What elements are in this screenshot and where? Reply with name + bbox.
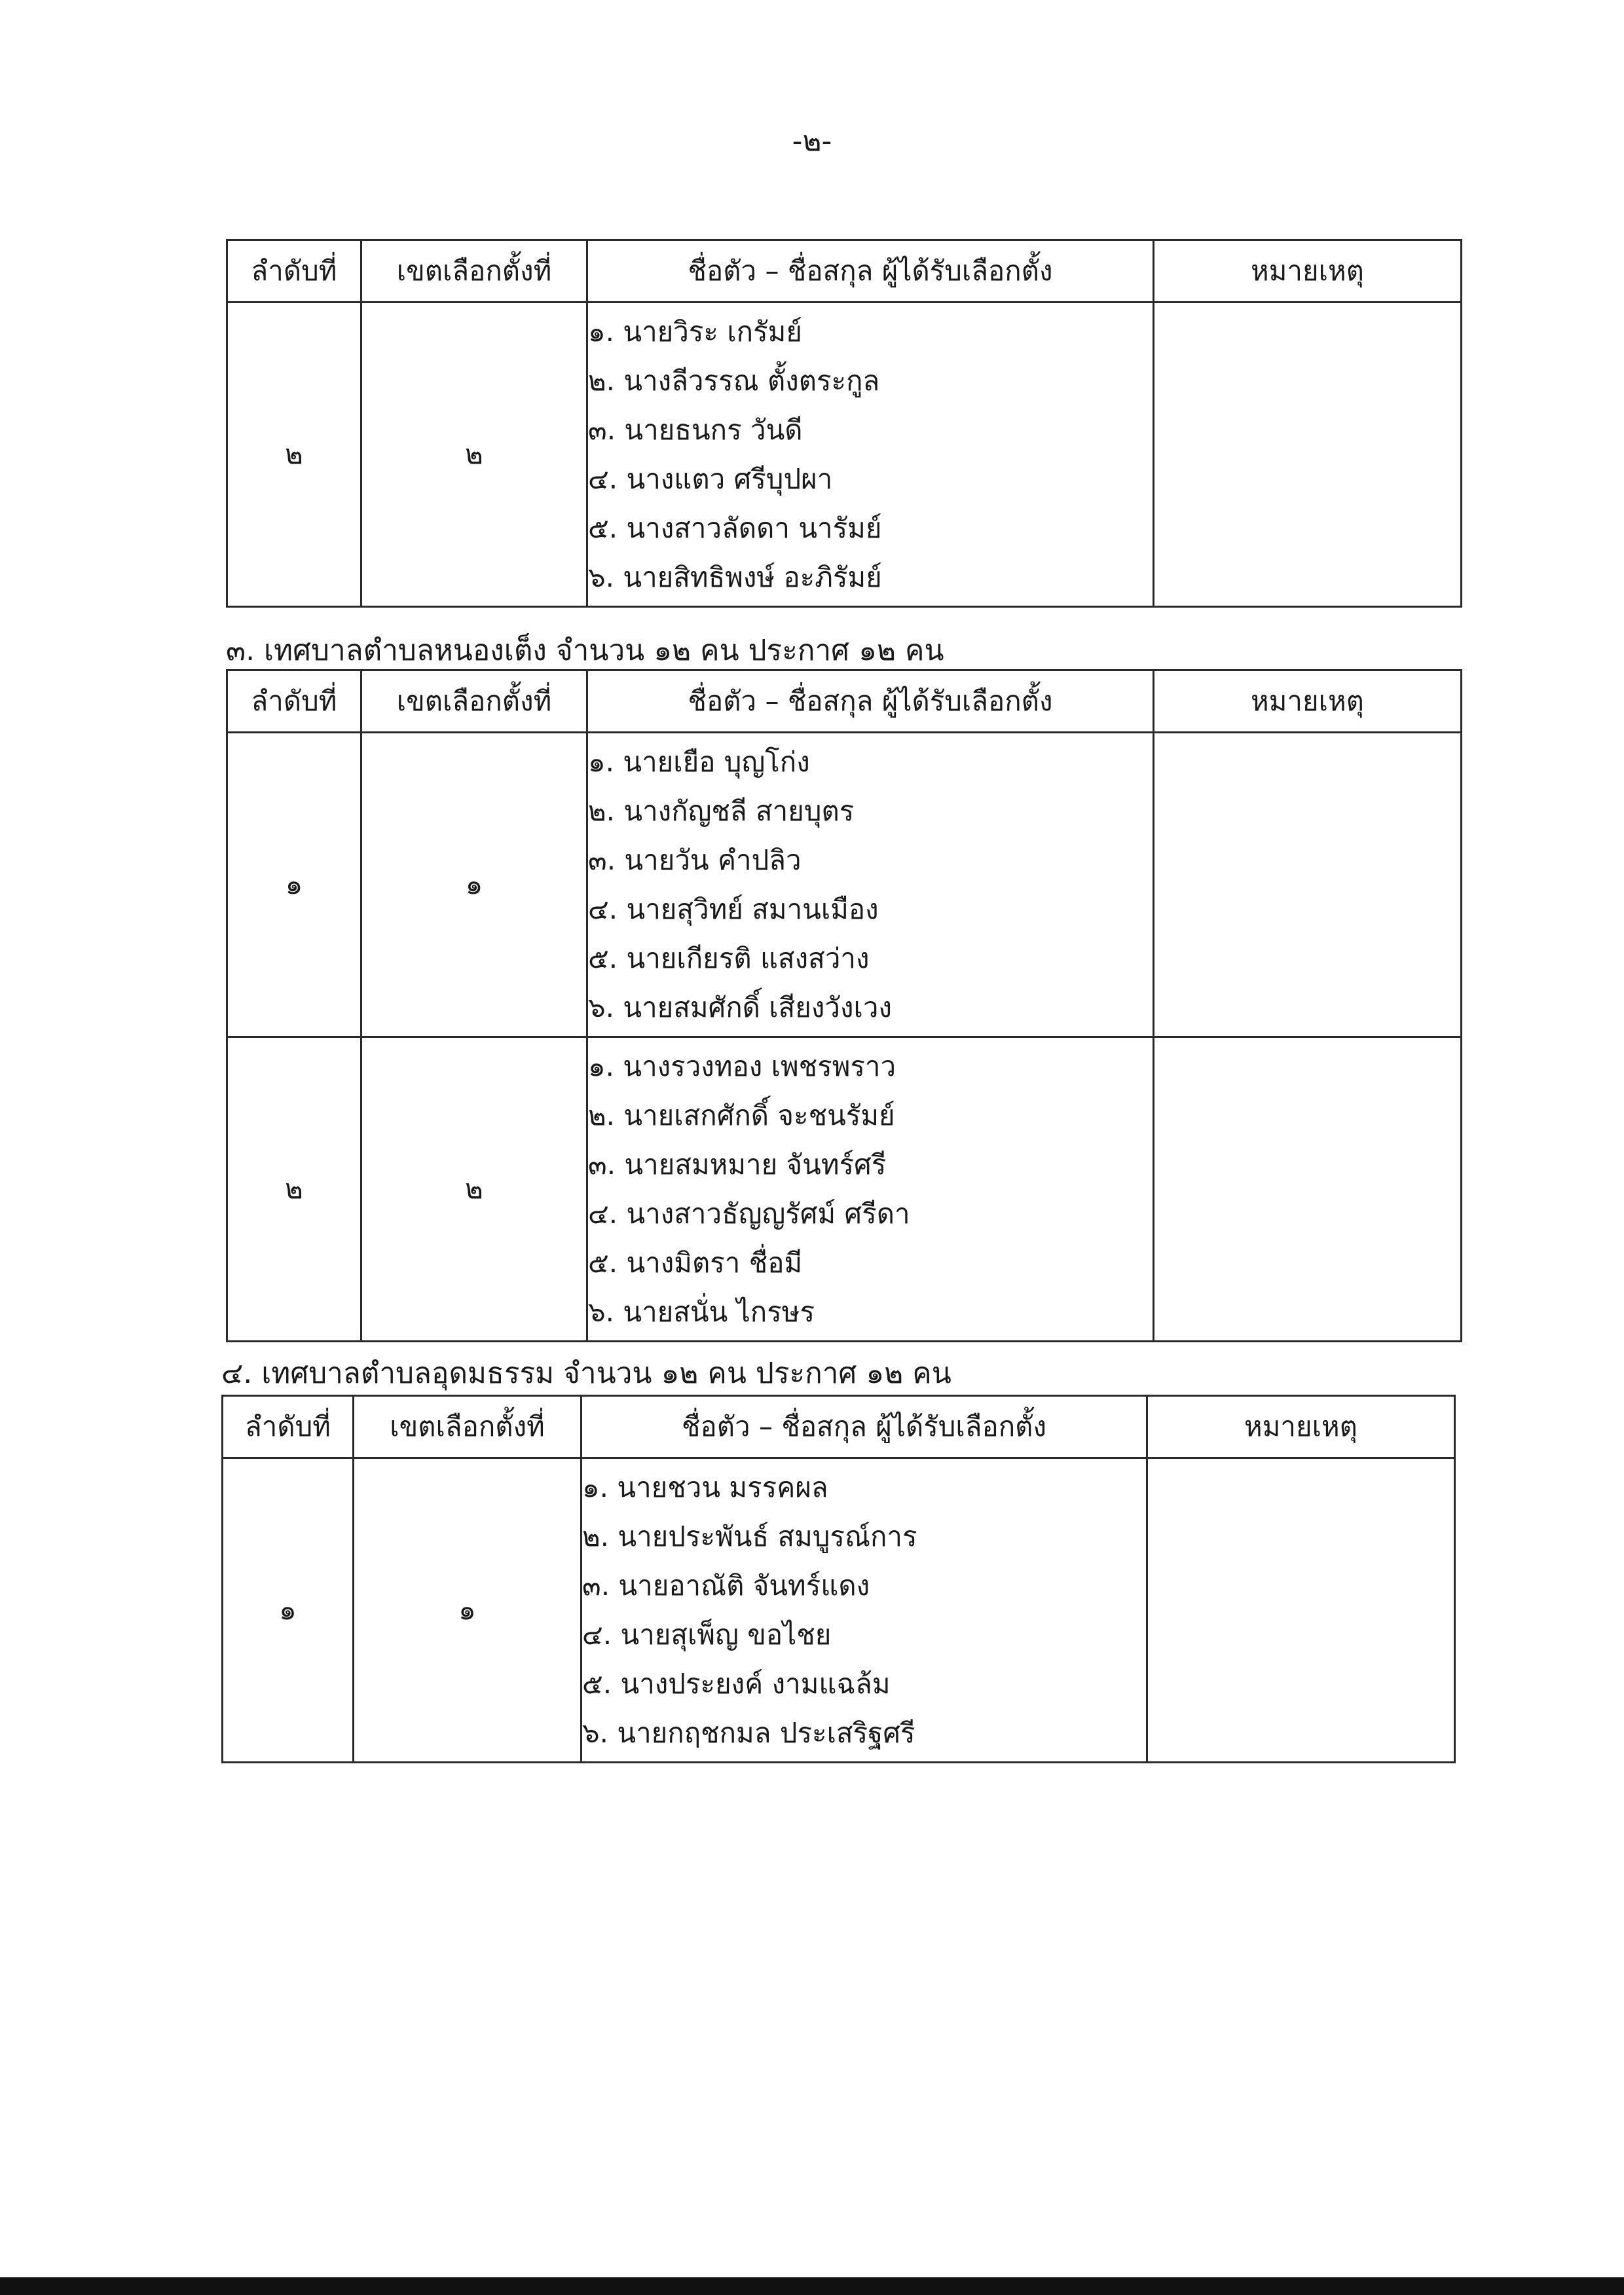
remark-cell	[1154, 1037, 1462, 1342]
elected-name: ๓. นายวัน คำปลิว	[588, 844, 802, 876]
header-remark: หมายเหตุ	[1154, 240, 1462, 303]
section-title-3: ๓. เทศบาลตำบลหนองเต็ง จำนวน ๑๒ คน ประกาศ ๑๒ คน	[226, 634, 944, 667]
remark-cell	[1147, 1458, 1455, 1763]
elected-name: ๔. นางสาวธัญญรัศม์ ศรีดา	[588, 1198, 910, 1230]
names-cell	[587, 1037, 1154, 1342]
results-table-1	[226, 239, 1462, 608]
elected-name: ๑. นายชวน มรรคผล	[582, 1471, 828, 1503]
order-cell: ๑	[227, 733, 361, 1037]
elected-name: ๒. นายประพันธ์ สมบูรณ์การ	[582, 1520, 917, 1552]
header-name: ชื่อตัว – ชื่อสกุล ผู้ได้รับเลือกตั้ง	[587, 240, 1154, 303]
table-row	[227, 733, 1462, 1037]
header-remark: หมายเหตุ	[1154, 670, 1462, 733]
table-header-row	[227, 670, 1462, 733]
elected-name: ๖. นายสนั่น ไกรษร	[588, 1296, 815, 1328]
header-name: ชื่อตัว – ชื่อสกุล ผู้ได้รับเลือกตั้ง	[587, 670, 1154, 733]
order-cell: ๒	[227, 303, 361, 607]
district-cell: ๑	[361, 733, 587, 1037]
elected-name: ๑. นางรวงทอง เพชรพราว	[588, 1050, 896, 1082]
district-cell: ๒	[361, 303, 587, 607]
header-remark: หมายเหตุ	[1147, 1396, 1455, 1458]
order-cell: ๑	[223, 1458, 354, 1763]
elected-name: ๕. นางมิตรา ชื่อมี	[588, 1247, 803, 1279]
elected-name: ๕. นายเกียรติ แสงสว่าง	[588, 942, 870, 974]
header-order: ลำดับที่	[223, 1396, 354, 1458]
elected-name: ๒. นายเสกศักดิ์ จะชนรัมย์	[588, 1099, 895, 1131]
table-row	[223, 1458, 1455, 1763]
elected-name: ๒. นางกัญชลี สายบุตร	[588, 795, 855, 827]
results-table-3	[221, 1395, 1456, 1763]
names-cell	[587, 303, 1154, 607]
table-header-row	[223, 1396, 1455, 1458]
table-row	[227, 1037, 1462, 1342]
elected-name: ๔. นางแตว ศรีบุปผา	[588, 463, 833, 495]
elected-name: ๓. นายอาณัติ จันทร์แดง	[582, 1570, 870, 1602]
elected-name: ๖. นายสมศักดิ์ เสียงวังเวง	[588, 991, 892, 1023]
elected-name: ๖. นายสิทธิพงษ์ อะภิรัมย์	[588, 561, 882, 593]
elected-name: ๓. นายธนกร วันดี	[588, 414, 803, 446]
elected-name: ๖. นายกฤชกมล ประเสริฐศรี	[582, 1717, 915, 1749]
elected-name: ๒. นางลีวรรณ ตั้งตระกูล	[588, 365, 880, 397]
names-cell	[581, 1458, 1147, 1763]
header-name: ชื่อตัว – ชื่อสกุล ผู้ได้รับเลือกตั้ง	[581, 1396, 1147, 1458]
elected-name: ๓. นายสมหมาย จันทร์ศรี	[588, 1148, 887, 1181]
order-cell: ๒	[227, 1037, 361, 1342]
table-row	[227, 303, 1462, 607]
header-order: ลำดับที่	[227, 240, 361, 303]
elected-name: ๕. นางประยงค์ งามแฉล้ม	[582, 1668, 891, 1700]
district-cell: ๑	[354, 1458, 581, 1763]
header-district: เขตเลือกตั้งที่	[354, 1396, 581, 1458]
elected-name: ๑. นายวิระ เกรัมย์	[588, 316, 802, 348]
elected-name: ๔. นายสุวิทย์ สมานเมือง	[588, 893, 879, 925]
table-header-row	[227, 240, 1462, 303]
header-district: เขตเลือกตั้งที่	[361, 670, 587, 733]
district-cell: ๒	[361, 1037, 587, 1342]
scan-edge-bar	[0, 2277, 1624, 2295]
header-order: ลำดับที่	[227, 670, 361, 733]
page-number: -๒-	[792, 124, 832, 158]
names-cell	[587, 733, 1154, 1037]
elected-name: ๑. นายเยือ บุญโก่ง	[588, 746, 810, 778]
remark-cell	[1154, 303, 1462, 607]
remark-cell	[1154, 733, 1462, 1037]
elected-name: ๕. นางสาวลัดดา นารัมย์	[588, 512, 882, 544]
elected-name: ๔. นายสุเพ็ญ ขอไชย	[582, 1619, 832, 1651]
header-district: เขตเลือกตั้งที่	[361, 240, 587, 303]
results-table-2	[226, 669, 1462, 1342]
section-title-4: ๔. เทศบาลตำบลอุดมธรรม จำนวน ๑๒ คน ประกาศ ๑๒ คน	[221, 1357, 951, 1390]
